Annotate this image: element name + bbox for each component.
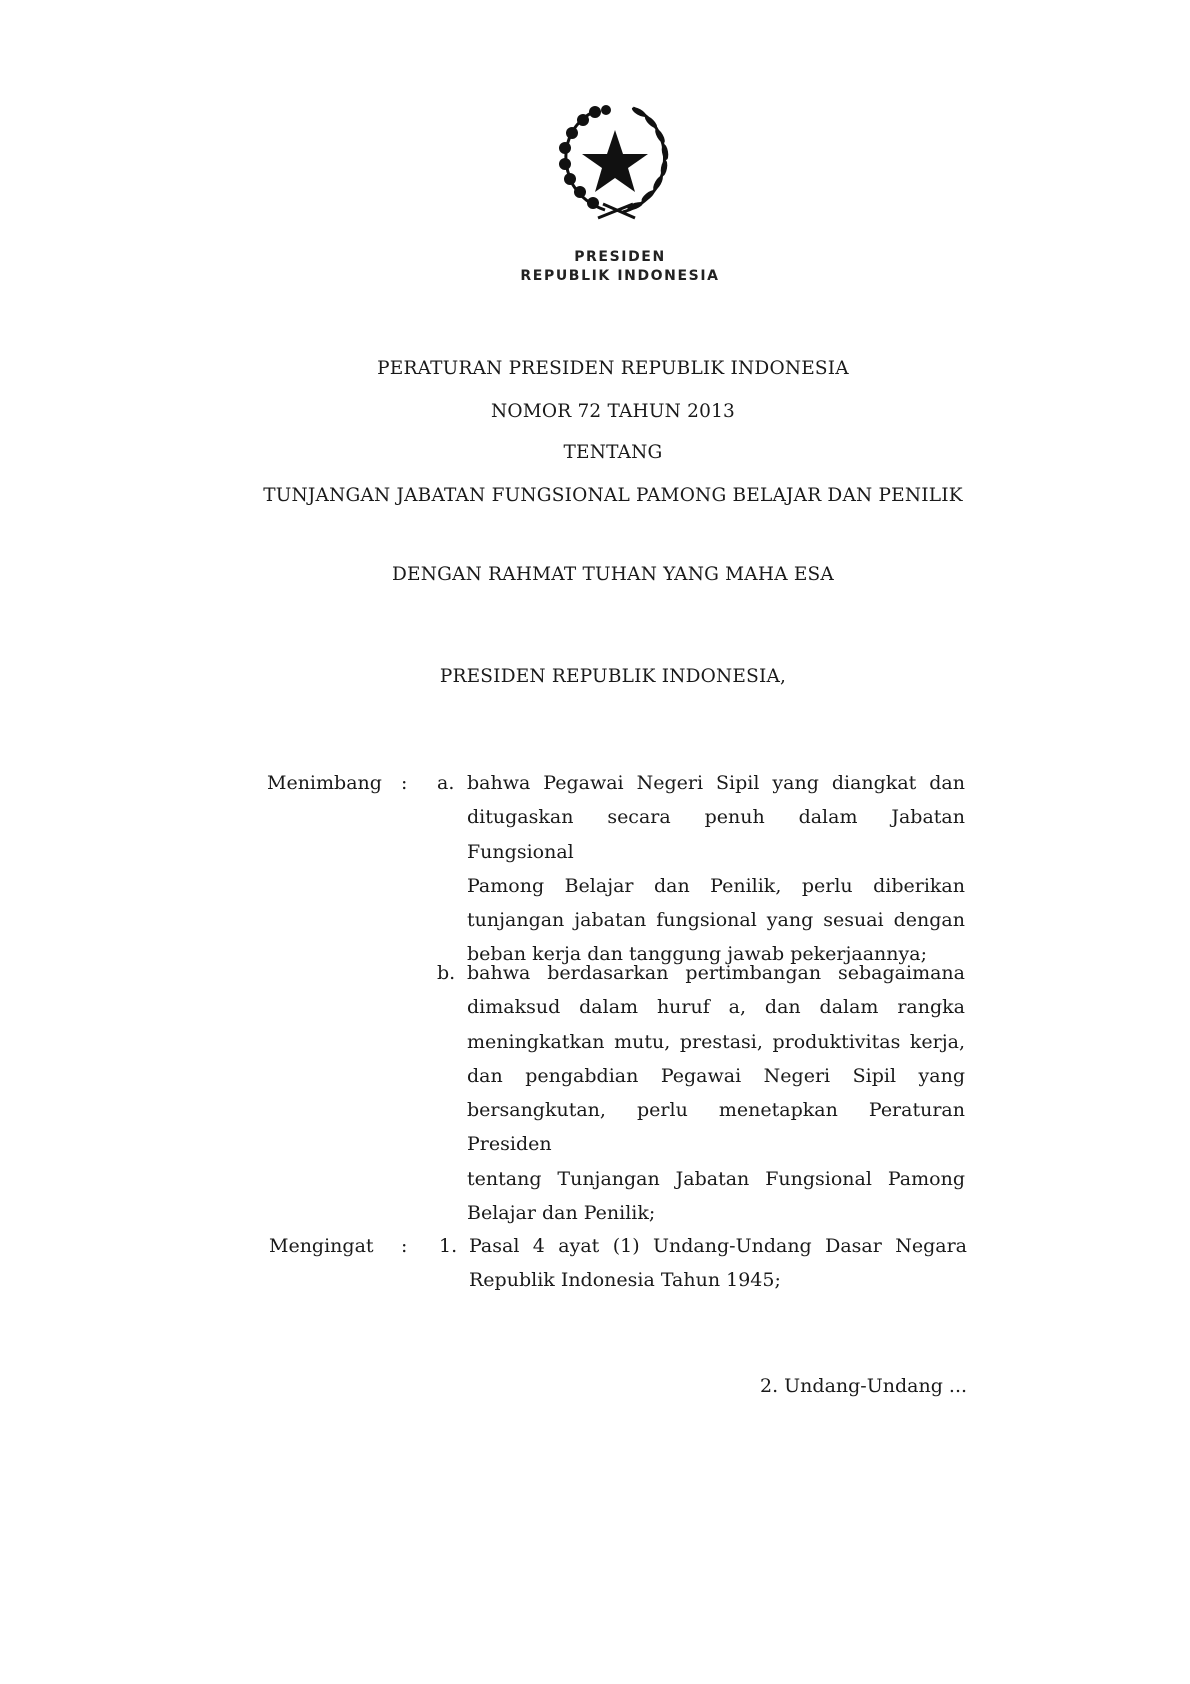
text-line: bahwa berdasarkan pertimbangan sebagaimana [467,962,965,984]
menimbang-item-a [467,766,965,972]
item-marker: a. [437,772,455,794]
preamble: DENGAN RAHMAT TUHAN YANG MAHA ESA [392,564,834,585]
text-line: Pamong Belajar dan Penilik, perlu diberikan [467,874,965,897]
regulation-tentang: TENTANG [563,442,663,463]
text-line: bahwa Pegawai Negeri Sipil yang diangkat dan [467,772,965,794]
item-marker: 1. [439,1235,458,1257]
text-line: beban kerja dan tanggung jawab pekerjaannya; [467,943,927,966]
regulation-number: NOMOR 72 TAHUN 2013 [490,401,736,422]
text-line: Republik Indonesia Tahun 1945; [469,1269,781,1292]
page-continuation: 2. Undang-Undang ... [760,1375,968,1397]
text-line: meningkatkan mutu, prestasi, produktivitas kerja, [467,1030,965,1053]
menimbang-item-b [467,956,965,1230]
text-line: dimaksud dalam huruf a, dan dalam rangka [467,996,965,1019]
issuer: PRESIDEN REPUBLIK INDONESIA, [439,666,787,687]
mengingat-colon: : [401,1235,408,1257]
text-line: tentang Tunjangan Jabatan Fungsional Pamong [467,1167,965,1190]
regulation-subject: TUNJANGAN JABATAN FUNGSIONAL PAMONG BELAJAR DAN PENILIK [263,485,963,506]
item-marker: b. [437,962,456,984]
text-line: ditugaskan secara penuh dalam Jabatan Fungsional [467,806,965,863]
menimbang-label: Menimbang [267,772,382,794]
text-line: tunjangan jabatan fungsional yang sesuai dengan [467,909,965,932]
menimbang-colon: : [401,772,408,794]
letterhead-line-2: REPUBLIK INDONESIA [520,268,720,284]
mengingat-label: Mengingat [269,1235,374,1257]
mengingat-item-1 [469,1229,967,1298]
text-line: Pasal 4 ayat (1) Undang-Undang Dasar Negara [469,1235,967,1257]
text-line: Belajar dan Penilik; [467,1202,656,1225]
presidential-emblem [553,100,677,222]
text-line: bersangkutan, perlu menetapkan Peraturan Presiden [467,1099,965,1156]
letterhead-line-1: PRESIDEN [574,249,666,265]
text-line: dan pengabdian Pegawai Negeri Sipil yang [467,1064,965,1087]
regulation-title: PERATURAN PRESIDEN REPUBLIK INDONESIA [377,358,849,379]
